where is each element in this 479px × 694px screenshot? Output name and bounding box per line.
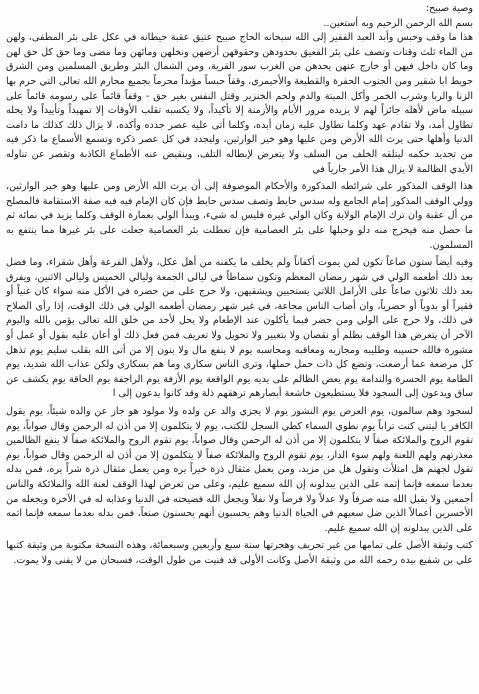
document-body: [6, 2, 473, 569]
paragraph-3: وفيه أيضاً ستون صاعاً تكون لمن يموت أكفاناً ولم يخلف ما يكفنه من أهل عكل، ولأهل الفرعة وأهل شقراء، وما فضل بعد ذلك أطعمه الولي في شهر رمضان المعظم وتكون سماطاً في ليالي الجمعة وليالي الخميس وليالي الاثنين، ويفرق بعد ذلك ثلاثون صاعاً على الأرامل اللاتي يستحيين ويشقيهن، ولا حرج على من حضره في الأكل منه سواء كان غنياً أو فقيراً أو بدوياً أو حضرياً، وان أصاب الناس مجاعة، في غير شهر رمضان أطعمه الولي في ذلك الوقت، إذا رأى الصلاح في ذلك، ولا حرج على الولي ومن حضر فيما يأكلون عند الإطعام ولا يحل لأحد من خلق الله تعالى يؤمن بالله واليوم الآخر أن يتعرض هذا الوقف بظلم أو نقصان ولا بتغيير ولا تحويل ولا تعريف فمن فعل ذلك أو أعان عليه بقول أو عمل أو مشورة فالله حسيبه وطليبه ومجازيه ومعاقبه ومحاسبه يوم لا ينفع مال ولا بنون إلا من أتى الله بقلب سليم يوم تذهل كل مرضعة عما أرضعت، وتضع كل ذات حمل حملها، وترى الناس سكارى وما هم بسكارى ولكن عذاب الله شديد، يوم الطامة يوم الحسرة والندامة يوم يعض الظالم على يديه يوم الواقعة يوم الأزفة يوم الراجفة يوم الحاقة يوم يكشف عن ساق ويدعون إلى السجود فلا يستطيعون خاشعة أبصارهم ترهقهم ذلة وقد كانوا يدعون إلى ا: [6, 257, 473, 400]
paragraph-1: هذا ما وقف وحبس وأبد العبد الفقير إلى الله سبحانه الحاج صبيح عتيق عقبة حيطانه في عكل على بئر المطفى، ولهن من الماء ثلث وقتات وتصف على بئر القعيق بحدودهن وحقوقهن أرضهن ونخلهن ومائهن وما مضى وما حق كل حق لهن وما كان داخل فيهن أو خارج عنهن يحدهن من الغرب سور القرية، ومن الشمال البئر وطريق المسلمين ومن الشرق حويط ابا شقير ومن الجنوب الحفرة والقطيعة والأحيمري، وقفاً حبساً مؤبداً محرماً بجميع محارم الله تعالى التي حرم بها الزنا والربا وشرب الخمر وأكل الميتة والدم ولحم الخنزير وقتل النفس بغير حق - وقفاً قائماً على رسومه قائماً على سبيله ماض لأهله جائزاً لهم لا يزيده مرور الأيام والأزمنة إلا تأكيداً، ولا يكسبه تقلب الأوقات إلا تمهيداً وتأييداً ولا يحله تطاول أمد، ولا تقادم عهد وكلما تطاول عليه زمان أبده، وكلما أتى عليه عصر جدده وأكده، لا يزال ذلك كذلك ما دامت الدنيا وأهلها حتى يرث الله الأرض ومن عليها وهو خير الوارثين، وليجدد في كل عصر ذكره وتسمع الأسماع ما ذكر فيه من تجديد حكمه ليتلقه الخلف من السلف ولا يتعرض لإبطاله التلف، وينقيض عنه الأطماع الكاذبة وتقصر عن تناوله الأيدي الظالمة لا يزال هذا الأمر جارياً في: [6, 32, 473, 175]
paragraph-4: لسجود وهم سالمون، يوم العرض يوم النشور يوم لا يجزي والد عن ولده ولا مولود هو جاز عن والده شيئاً، يوم يقول الكافر يا ليتني كنت تراباً يوم نطوي السماء كطي السجل للكتب، يوم لا يتكلمون إلا من أذن له الرحمن وقال صواباً، يوم تقوم الروح والملائكة صفاً لا يتكلمون إلا من أذن له الرحمن وقال صواباً، يوم تقوم الروح والملائكة صفاً لا ينفع الظالمين معذرتهم ولهم اللعنة ولهم سوء الدار، يوم تقوم الروح والملائكة صفاً لا يتكلمون إلا من أذن له الرحمن وقال صواباً، يوم تقول لجهنم هل امتلأت وتقول هل من مزيد، ومن يعمل مثقال ذرة خيراً يره ومن يعمل مثقال ذرة شراً يره، فمن بدله بعدما سمعه فإنما إثمه على الذين يبدلونه إن الله سميع عليم، وعلى من تعرض لهذا الوقف لعنة الله والملائكة والناس أجمعين ولا يقبل الله منه صرفاً ولا عدلاً ولا فرضاً ولا نفلاً ويجعل الله فضيحته في الدنيا وعذابه له في الآخرة ويجعله من الأخسرين أعمالاً الذين ضل سعيهم في الحياة الدنيا وهم يحسبون أنهم يحسنون صنعاً، فمن بدله بعدما سمعه فإنما اثمه على الذين يبدلونه إن الله سميع عليم.: [6, 406, 473, 534]
basmala-line: بسم الله الرحمن الرحيم وبه أستعين..: [323, 17, 473, 29]
paragraph-2: هذا الوقف المذكور على شرائطه المذكورة والأحكام الموصوفة إلى أن يرث الله الأرض ومن عليها وهو خير الوارثين، وولي الوقف المذكور إمام الجامع وله سدس حايط وتصف سدس حايط فإن كان الإمام فيه فيه صفة الاستقامة فالمصلح من أل عقبة وان ترك الإمام الولاية وكان الولي غيره فليس له شيء، ويبدأ الولي بعمارة الوقف وكلما يزيد في نمائه ثم ما حصل منه فيخرج منه دلو وحبلها على بئر العصامية فإن تعطلت بئر العصامية جعلت على بئر غيرها مما ينتفع به المسلمون.: [6, 181, 473, 251]
document-title: وصية صبيح:: [425, 3, 473, 14]
closing-paragraph: كتب وثيقة الأصل على تمامها من غير تحريف وهجرتها سنة سبع وأربعين وسبعمائة، وهذه النسخة مكتوبة من وثيقة كتبها علي بن شفيع بيده رحمه الله من وثيقة الأصل وكانت الأولى قد فنيت من طول الوقت، فسبحان من لا يفنى ولا يموت.: [6, 540, 473, 566]
